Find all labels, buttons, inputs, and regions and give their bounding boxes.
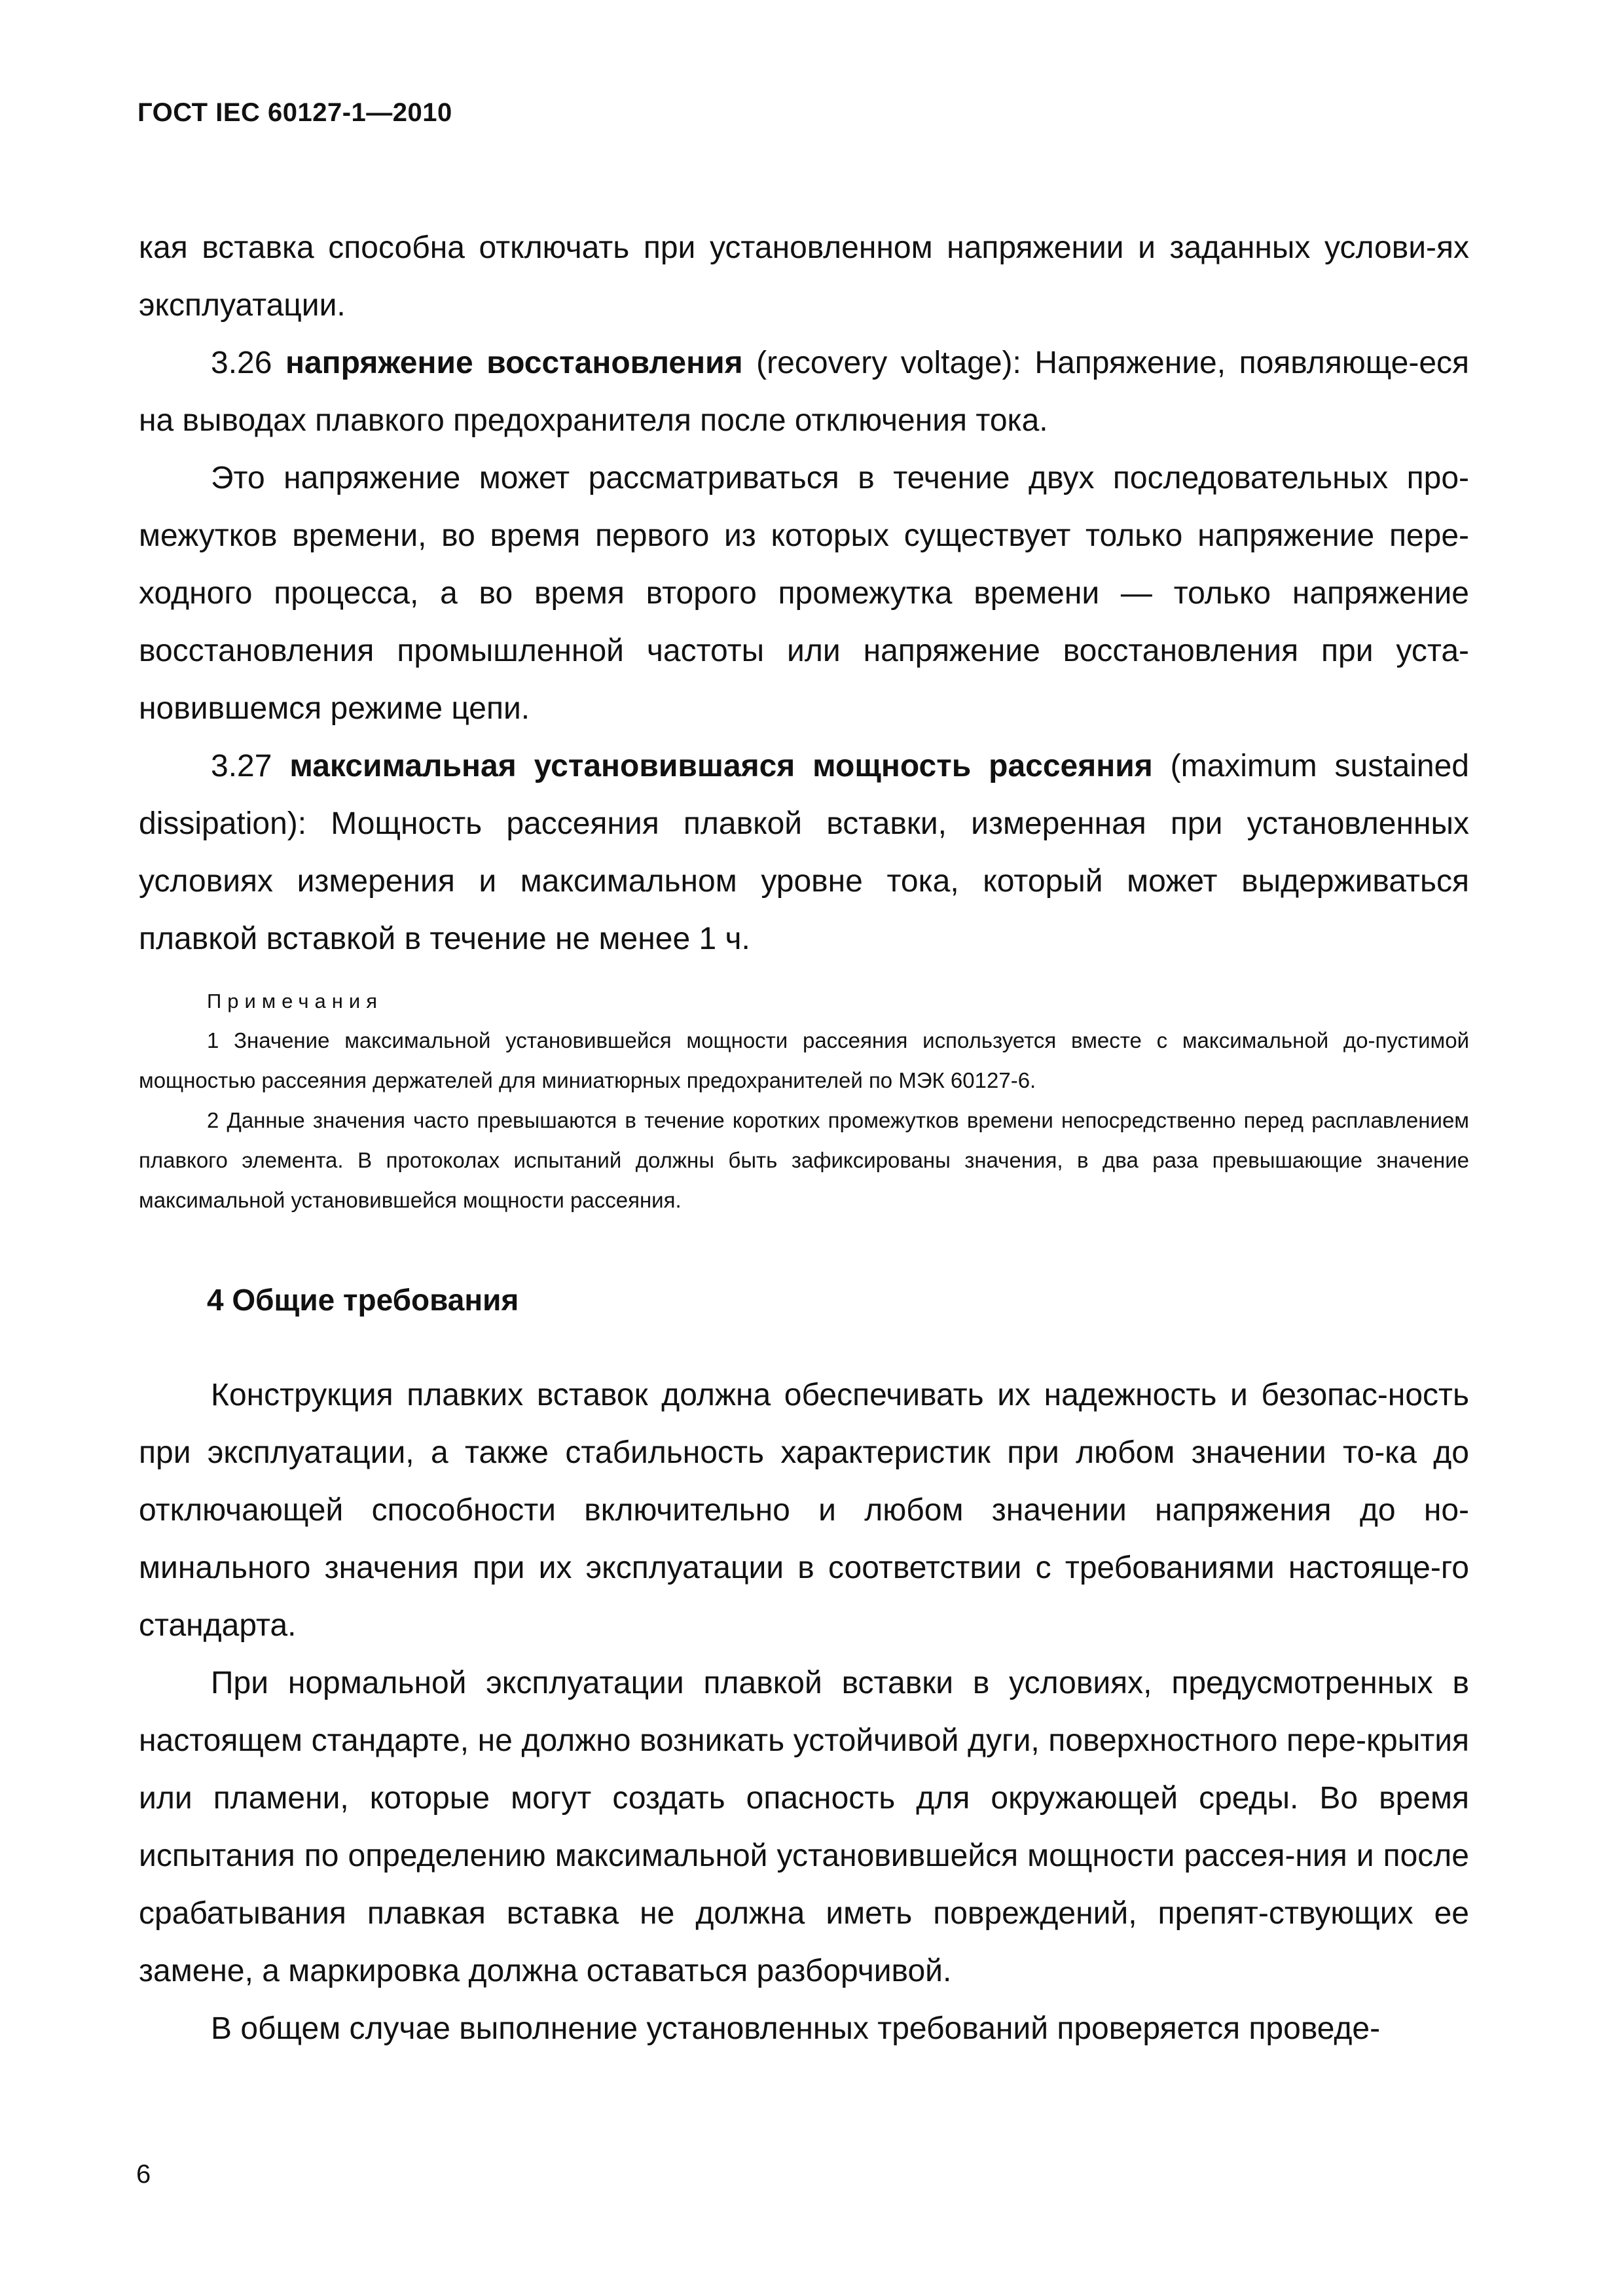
document-code-header: ГОСТ IEC 60127-1—2010 bbox=[137, 98, 452, 127]
section-heading: 4 Общие требования bbox=[207, 1283, 519, 1317]
clause-number: 3.26 bbox=[211, 346, 272, 380]
definition-text: (recovery voltage): Напряжение, появляюще-еся на выводах плавкого предохранителя после отключения тока. bbox=[139, 346, 1470, 438]
definition-3-26 bbox=[139, 334, 1469, 450]
section-paragraph: При нормальной эксплуатации плавкой вставки в условиях, предусмотренных в настоящем стандарте, не должно возникать устойчивой дуги, поверхностного пере-крытия или пламени, которые могут создать опасность для окружающей среды. Во время испытания по определению максимальной установившейся мощности рассея-ния и после срабатывания плавкая вставка не должна иметь повреждений, препят-ствующих ее замене, а маркировка должна оставаться разборчивой. bbox=[139, 1666, 1469, 1988]
definition-3-27 bbox=[139, 738, 1469, 968]
definition-text: (maximum sustained dissipation): Мощность рассеяния плавкой вставки, измеренная при установленных условиях измерения и максимальном уровне тока, который может выдерживаться плавкой вставкой в течение не менее 1 ч. bbox=[139, 749, 1469, 956]
section-paragraph: Конструкция плавких вставок должна обеспечивать их надежность и безопас-ность при эксплуатации, а также стабильность характеристик при любом значении то-ка до отключающей способности включительно и любом значении напряжения до но-минального значения при их эксплуатации в соответствии с требованиями настояще-го стандарта. bbox=[139, 1378, 1469, 1643]
note-2: 2 Данные значения часто превышаются в течение коротких промежутков времени непосредственно перед расплавлением плавкого элемента. В протоколах испытаний должны быть зафиксированы значения, в два раза превышающие значение максимальной установившейся мощности рассеяния. bbox=[139, 1108, 1469, 1212]
paragraph-continuation: кая вставка способна отключать при установленном напряжении и заданных услови-ях эксплуатации. bbox=[139, 230, 1469, 323]
defined-term: напряжение восстановления bbox=[285, 346, 743, 380]
paragraph-recovery-voltage-detail: Это напряжение может рассматриваться в течение двух последовательных про-межутков времени, во время первого из которых существует только напряжение пере-ходного процесса, а во время второго промежутка времени — только напряжение восстановления промышленной частоты или напряжение восстановления при уста-новившемся режиме цепи. bbox=[139, 461, 1469, 726]
section-paragraph: В общем случае выполнение установленных требований проверяется проведе- bbox=[211, 2011, 1381, 2046]
defined-term: максимальная установившаяся мощность рассеяния bbox=[289, 749, 1153, 783]
document-body bbox=[139, 219, 1469, 2058]
notes-heading: Примечания bbox=[207, 990, 383, 1013]
clause-number: 3.27 bbox=[211, 749, 272, 783]
page-number: 6 bbox=[136, 2160, 151, 2189]
note-1: 1 Значение максимальной установившейся мощности рассеяния используется вместе с максимальной до-пустимой мощностью рассеяния держателей для миниатюрных предохранителей по МЭК 60127-6. bbox=[139, 1028, 1469, 1092]
